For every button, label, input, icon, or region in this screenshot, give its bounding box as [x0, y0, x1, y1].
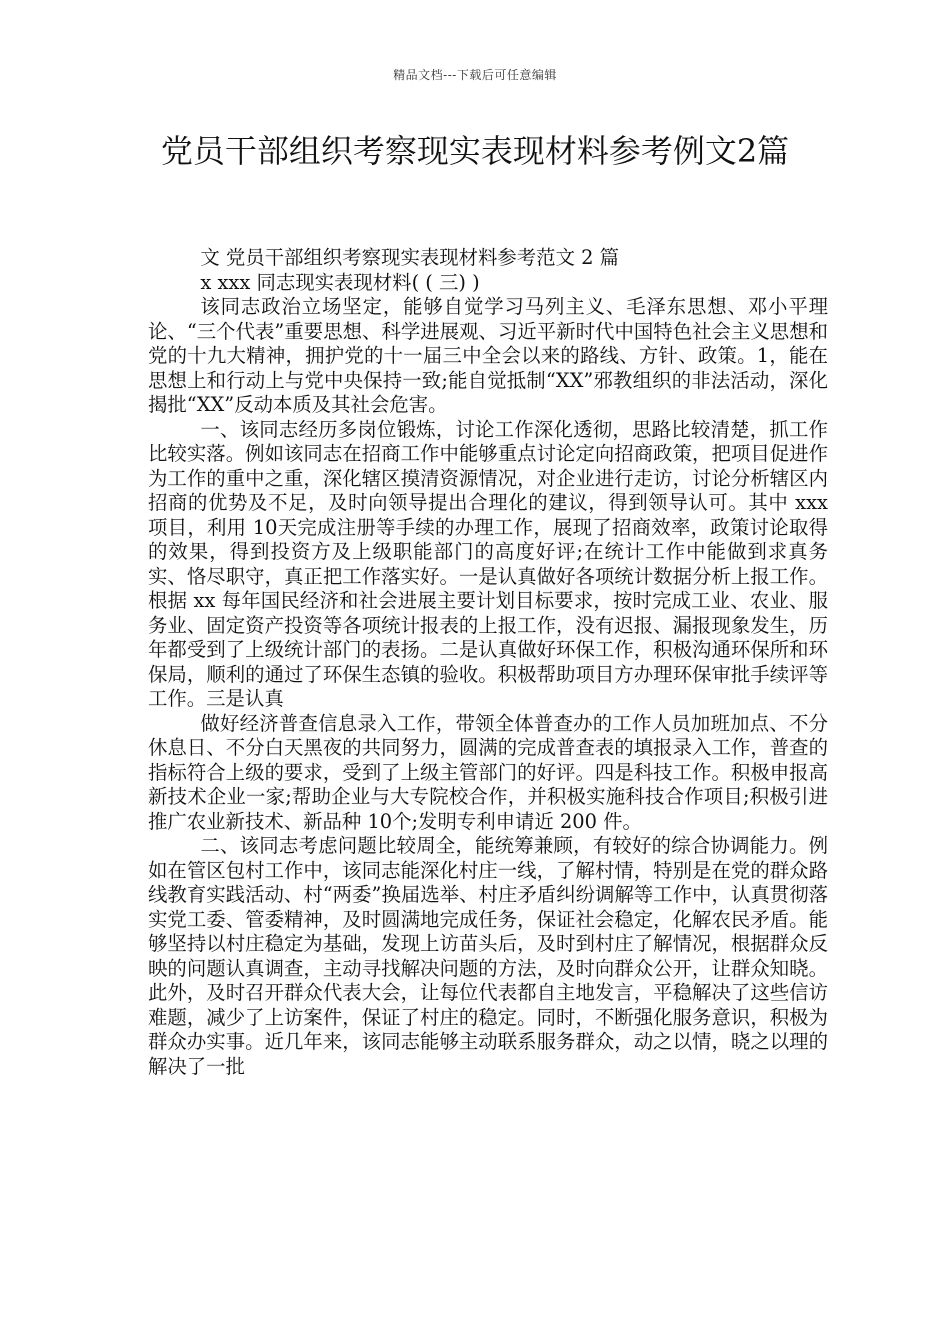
paragraph-4: 二、该同志考虑问题比较周全，能统筹兼顾，有较好的综合协调能力。例如在管区包村工作中，该同志能深化村庄一线，了解村情，特别是在党的群众路线教育实践活动、村“两委”换届选举、村庄矛盾纠纷调解等工作中，认真贯彻落实党工委、管委精神，及时圆满地完成任务，保证社会稳定，化解农民矛盾。能够坚持以村庄稳定为基础，发现上访苗头后，及时到村庄了解情况，根据群众反映的问题认真调查，主动寻找解决问题的方法，及时向群众公开，让群众知晓。此外，及时召开群众代表大会，让每位代表都自主地发言，平稳解决了这些信访难题，减少了上访案件，保证了村庄的稳定。同时，不断强化服务意识，积极为群众办实事。近几年来，该同志能够主动联系服务群众，动之以情，晓之以理的解决了一批	[148, 834, 828, 1078]
paragraph-1: 该同志政治立场坚定，能够自觉学习马列主义、毛泽东思想、邓小平理论、“三个代表”重要思想、科学进展观、习近平新时代中国特色社会主义思想和党的十九大精神，拥护党的十一届三中全会以来的路线、方针、政策。1，能在思想上和行动上与党中央保持一致;能自觉抵制“XX”邪教组织的非法活动，深化揭批“XX”反动本质及其社会危害。	[148, 295, 828, 416]
header-note: 精品文档---下载后可任意编辑	[393, 68, 557, 82]
document-body	[148, 246, 828, 1079]
section-heading: x xxx 同志现实表现材料( ( 三) )	[200, 270, 480, 294]
document-title: 党员干部组织考察现实表现材料参考例文2篇	[160, 132, 790, 170]
paragraph-3: 做好经济普查信息录入工作，带领全体普查办的工作人员加班加点、不分休息日、不分白天黑夜的共同努力，圆满的完成普查表的填报录入工作，普查的指标符合上级的要求，受到了上级主管部门的好评。四是科技工作。积极申报高新技术企业一家;帮助企业与大专院校合作，并积极实施科技合作项目;积极引进推广农业新技术、新品种 10个;发明专利申请近 200 件。	[148, 711, 828, 833]
document-subtitle: 文 党员干部组织考察现实表现材料参考范文 2 篇	[200, 246, 620, 269]
paragraph-2: 一、该同志经历多岗位锻炼，讨论工作深化透彻，思路比较清楚，抓工作比较实落。例如该同志在招商工作中能够重点讨论定向招商政策，把项目促进作为工作的重中之重，深化辖区摸清资源情况，对企业进行走访，讨论分析辖区内招商的优势及不足，及时向领导提出合理化的建议，得到领导认可。其中 xxx 项目，利用 10天完成注册等手续的办理工作，展现了招商效率，政策讨论取得的效果，得到投资方及上级职能部门的高度好评;在统计工作中能做到求真务实、恪尽职守，真正把工作落实好。一是认真做好各项统计数据分析上报工作。根据 xx 每年国民经济和社会进展主要计划目标要求，按时完成工业、农业、服务业、固定资产投资等各项统计报表的上报工作，没有迟报、漏报现象发生，历年都受到了上级统计部门的表扬。二是认真做好环保工作，积极沟通环保所和环保局，顺利的通过了环保生态镇的验收。积极帮助项目方办理环保审批手续评等工作。三是认真	[148, 417, 828, 710]
